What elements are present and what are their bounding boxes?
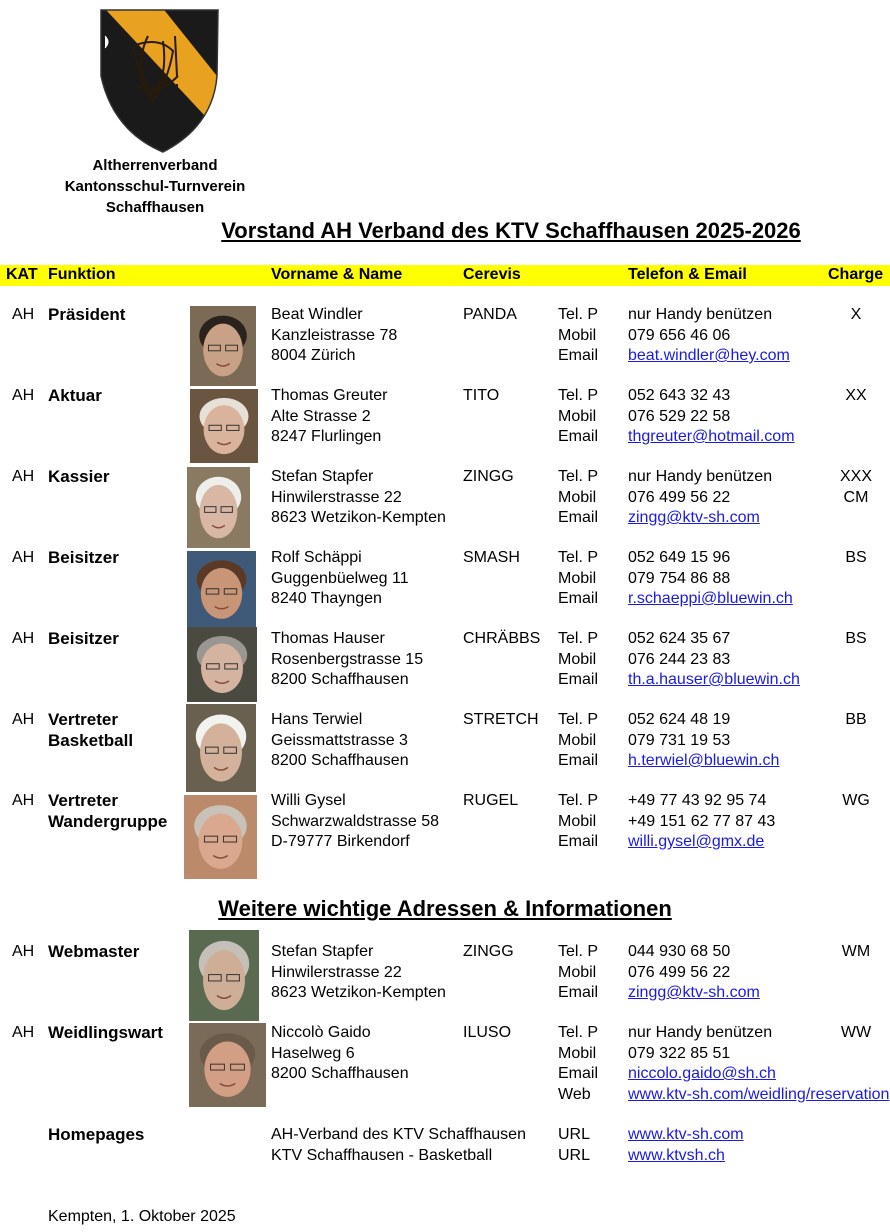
member-street: Alte Strasse 2	[271, 407, 371, 425]
cat-label: AH	[12, 1024, 35, 1041]
cat-label: AH	[12, 630, 35, 647]
charge-code: WG	[842, 792, 870, 809]
contact-label-email: Email	[558, 347, 599, 364]
contact-label-mobile: Mobil	[558, 650, 597, 668]
member-street: Kanzleistrasse 78	[271, 326, 398, 344]
cerevis-name: ILUSO	[463, 1024, 512, 1041]
ktv-shield-logo	[93, 6, 223, 156]
homepages-label: Homepages	[48, 1125, 145, 1144]
section-title: Weitere wichtige Adressen & Informationen	[218, 896, 672, 921]
member-photo	[184, 795, 257, 879]
member-street: Schwarzwaldstrasse 58	[271, 812, 440, 830]
function-title: Beisitzer	[48, 548, 119, 567]
member-street: Guggenbüelweg 11	[271, 569, 409, 587]
contact-phone: nur Handy benützen	[628, 468, 773, 485]
charge-code: BB	[845, 711, 867, 728]
contact-label-phone: Tel. P	[558, 943, 599, 960]
homepage-link-2[interactable]: www.ktvsh.ch	[628, 1146, 725, 1164]
member-city: 8004 Zürich	[271, 347, 356, 364]
table-header	[0, 265, 890, 286]
member-photo	[187, 551, 256, 628]
member-photo	[187, 467, 250, 548]
contact-mobile: 079 656 46 06	[628, 326, 731, 344]
email-link[interactable]: zingg@ktv-sh.com	[628, 509, 760, 526]
contact-label-phone: Tel. P	[558, 387, 599, 404]
member-name: Willi Gysel	[271, 792, 346, 809]
footer-date: Kempten, 1. Oktober 2025	[48, 1208, 236, 1225]
contact-label-email: Email	[558, 671, 599, 688]
member-photo	[190, 306, 256, 386]
contact-label-phone: Tel. P	[558, 630, 599, 647]
page-title: Vorstand AH Verband des KTV Schaffhausen 2025-2026	[221, 218, 801, 243]
web-link[interactable]: www.ktv-sh.com/weidling/reservation	[628, 1085, 890, 1103]
contact-mobile: 076 499 56 22	[628, 963, 731, 981]
homepage-name-1: AH-Verband des KTV Schaffhausen	[271, 1126, 526, 1143]
charge-code: X	[850, 306, 862, 323]
cat-label: AH	[12, 306, 35, 323]
col-name: Vorname & Name	[271, 266, 403, 283]
cat-label: AH	[12, 387, 35, 404]
contact-label-phone: Tel. P	[558, 1024, 599, 1041]
member-city: 8623 Wetzikon-Kempten	[271, 984, 446, 1001]
contact-label-mobile: Mobil	[558, 812, 597, 830]
member-name: Thomas Hauser	[271, 630, 385, 647]
email-link[interactable]: th.a.hauser@bluewin.ch	[628, 671, 800, 688]
member-name: Stefan Stapfer	[271, 468, 374, 485]
contact-phone: 052 624 48 19	[628, 711, 731, 728]
contact-mobile: 079 754 86 88	[628, 569, 731, 587]
cat-label: AH	[12, 468, 35, 485]
cerevis-name: CHRÄBBS	[463, 630, 541, 647]
cerevis-name: ZINGG	[463, 943, 514, 960]
member-name: Stefan Stapfer	[271, 943, 374, 960]
contact-phone: 044 930 68 50	[628, 943, 731, 960]
member-photo	[187, 627, 257, 702]
contact-label-phone: Tel. P	[558, 549, 599, 566]
function-title-line2: Basketball	[48, 730, 134, 750]
contact-mobile: +49 151 62 77 87 43	[628, 812, 776, 830]
function-title: Präsident	[48, 305, 126, 324]
cerevis-name: SMASH	[463, 549, 520, 566]
col-kontakt: Telefon & Email	[628, 266, 747, 283]
charge-code: WM	[841, 943, 871, 960]
org-line-1: Altherrenverband	[92, 157, 218, 174]
function-title: Kassier	[48, 467, 110, 486]
member-city: 8247 Flurlingen	[271, 428, 382, 445]
contact-label-mobile: Mobil	[558, 963, 597, 981]
col-charge: Charge	[828, 266, 884, 283]
contact-label-phone: Tel. P	[558, 792, 599, 809]
contact-label-mobile: Mobil	[558, 569, 597, 587]
member-photo	[189, 930, 259, 1021]
contact-label-email: Email	[558, 984, 599, 1001]
cerevis-name: STRETCH	[463, 711, 539, 728]
member-photo	[186, 704, 256, 792]
member-street: Rosenbergstrasse 15	[271, 650, 424, 668]
col-cerevis: Cerevis	[463, 266, 521, 283]
contact-label-email: Email	[558, 509, 599, 526]
member-street: Haselweg 6	[271, 1044, 355, 1062]
cat-label: AH	[12, 943, 35, 960]
member-name: Beat Windler	[271, 306, 363, 323]
contact-label-phone: Tel. P	[558, 306, 599, 323]
cerevis-name: PANDA	[463, 306, 517, 323]
contact-mobile: 079 731 19 53	[628, 731, 731, 749]
contact-label-phone: Tel. P	[558, 468, 599, 485]
charge-code: XX	[845, 387, 867, 404]
member-name: Hans Terwiel	[271, 711, 363, 728]
cerevis-name: TITO	[463, 387, 500, 404]
charge-code: WW	[840, 1024, 872, 1041]
homepage-type-2: URL	[558, 1146, 591, 1164]
email-link[interactable]: thgreuter@hotmail.com	[628, 428, 795, 445]
function-title: Vertreter	[48, 710, 118, 729]
member-city: 8200 Schaffhausen	[271, 752, 409, 769]
charge-code: XXX	[839, 468, 872, 485]
contact-label-mobile: Mobil	[558, 326, 597, 344]
charge-code: BS	[845, 549, 867, 566]
function-title: Beisitzer	[48, 629, 119, 648]
email-link[interactable]: niccolo.gaido@sh.ch	[628, 1065, 776, 1082]
charge-code-2: CM	[843, 488, 869, 506]
member-city: D-79777 Birkendorf	[271, 833, 410, 850]
contact-label-mobile: Mobil	[558, 731, 597, 749]
cerevis-name: ZINGG	[463, 468, 514, 485]
function-title-line2: Wandergruppe	[48, 811, 168, 831]
contact-phone: nur Handy benützen	[628, 1024, 773, 1041]
contact-label-email: Email	[558, 590, 599, 607]
contact-phone: 052 643 32 43	[628, 387, 731, 404]
member-street: Geissmattstrasse 3	[271, 731, 408, 749]
email-link[interactable]: willi.gysel@gmx.de	[628, 833, 765, 850]
member-photo	[189, 1023, 266, 1107]
contact-mobile: 076 529 22 58	[628, 407, 731, 425]
charge-code: BS	[845, 630, 867, 647]
contact-label-email: Email	[558, 752, 599, 769]
function-title: Aktuar	[48, 386, 102, 405]
member-street: Hinwilerstrasse 22	[271, 488, 402, 506]
function-title: Webmaster	[48, 942, 140, 961]
member-city: 8623 Wetzikon-Kempten	[271, 509, 446, 526]
contact-mobile: 079 322 85 51	[628, 1044, 731, 1062]
contact-label-mobile: Mobil	[558, 407, 597, 425]
col-kat: KAT	[6, 266, 38, 283]
member-street: Hinwilerstrasse 22	[271, 963, 402, 981]
contact-phone: nur Handy benützen	[628, 306, 773, 323]
member-name: Rolf Schäppi	[271, 549, 362, 566]
member-photo	[190, 389, 258, 463]
function-title: Weidlingswart	[48, 1023, 163, 1042]
org-line-3: Schaffhausen	[105, 199, 205, 216]
contact-phone: +49 77 43 92 95 74	[628, 792, 767, 809]
email-link[interactable]: h.terwiel@bluewin.ch	[628, 752, 780, 769]
contact-label-email: Email	[558, 1065, 599, 1082]
member-name: Thomas Greuter	[271, 387, 388, 404]
contact-phone: 052 624 35 67	[628, 630, 731, 647]
contact-label-phone: Tel. P	[558, 711, 599, 728]
member-city: 8200 Schaffhausen	[271, 671, 409, 688]
member-city: 8200 Schaffhausen	[271, 1065, 409, 1082]
function-title: Vertreter	[48, 791, 118, 810]
col-funktion: Funktion	[48, 266, 116, 283]
contact-label-email: Email	[558, 833, 599, 850]
homepage-type-1: URL	[558, 1126, 591, 1143]
contact-mobile: 076 499 56 22	[628, 488, 731, 506]
email-link[interactable]: r.schaeppi@bluewin.ch	[628, 590, 793, 607]
cat-label: AH	[12, 711, 35, 728]
cerevis-name: RUGEL	[463, 792, 519, 809]
contact-phone: 052 649 15 96	[628, 549, 731, 566]
organization-name	[40, 155, 270, 218]
contact-label-web: Web	[558, 1085, 591, 1103]
contact-label-mobile: Mobil	[558, 488, 597, 506]
homepage-name-2: KTV Schaffhausen - Basketball	[271, 1146, 493, 1164]
contact-label-email: Email	[558, 428, 599, 445]
org-line-2: Kantonsschul-Turnverein	[64, 178, 246, 195]
cat-label: AH	[12, 792, 35, 809]
email-link[interactable]: zingg@ktv-sh.com	[628, 984, 760, 1001]
homepage-link-1[interactable]: www.ktv-sh.com	[628, 1126, 744, 1143]
contact-mobile: 076 244 23 83	[628, 650, 731, 668]
member-city: 8240 Thayngen	[271, 590, 382, 607]
contact-label-mobile: Mobil	[558, 1044, 597, 1062]
cat-label: AH	[12, 549, 35, 566]
email-link[interactable]: beat.windler@hey.com	[628, 347, 790, 364]
member-name: Niccolò Gaido	[271, 1024, 371, 1041]
